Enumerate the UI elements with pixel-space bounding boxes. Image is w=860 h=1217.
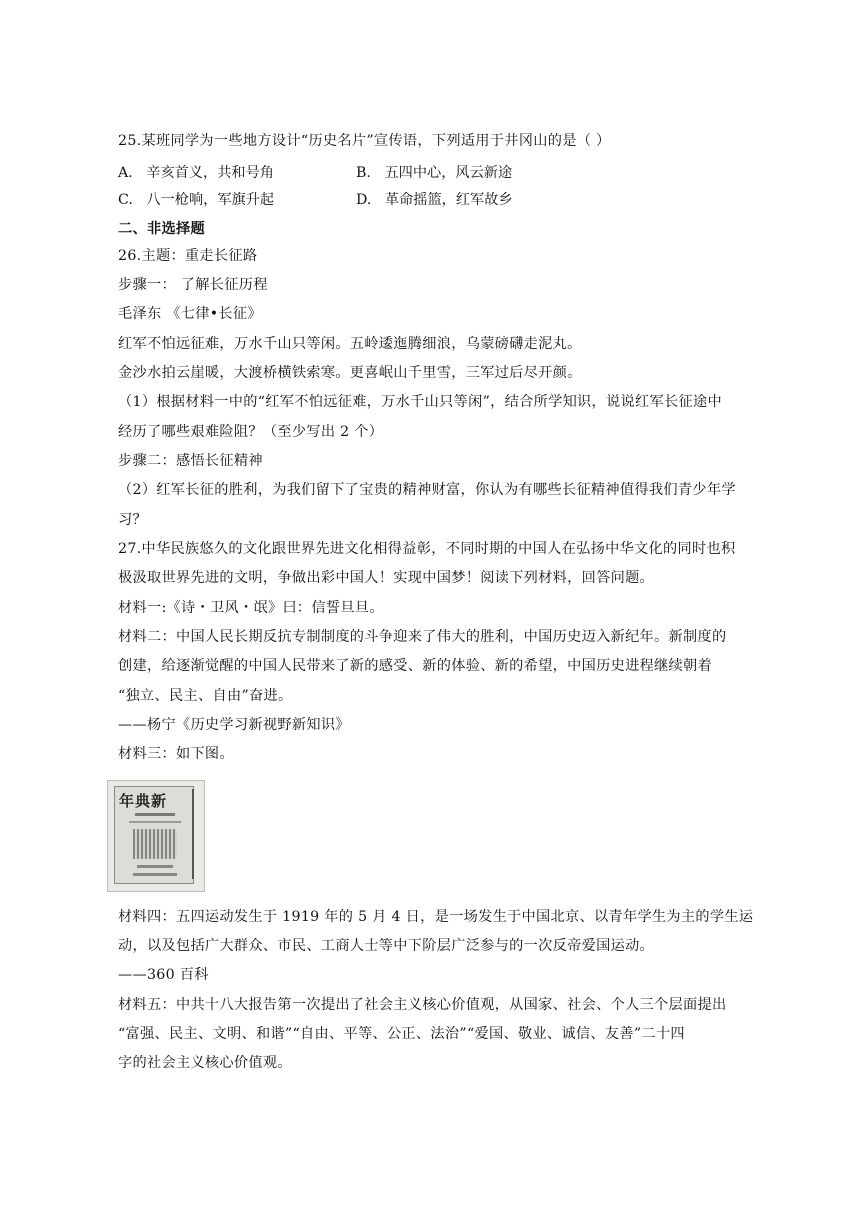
option-text: 辛亥首义，共和号角 [146, 165, 274, 181]
q26-line: 金沙水拍云崖暖，大渡桥横铁索寒。更喜岷山千里雪，三军过后尽开颜。 [118, 365, 582, 381]
q26-line: 经历了哪些艰难险阻？（至少写出 2 个） [118, 424, 384, 440]
q26-line: （2）红军长征的胜利，为我们留下了宝贵的精神财富，你认为有哪些长征精神值得我们青少年学 [118, 482, 736, 498]
option-letter: A. [118, 165, 133, 181]
q27-line: 极汲取世界先进的文明，争做出彩中国人！实现中国梦！阅读下列材料，回答问题。 [118, 570, 655, 586]
q27-line: ——杨宁《历史学习新视野新知识》 [118, 717, 350, 733]
option-text: 五四中心，风云新途 [384, 165, 513, 181]
q27-line: ——360 百科 [118, 967, 209, 983]
option-text: 八一枪响，军旗升起 [146, 192, 275, 208]
q26-line: 红军不怕远征难，万水千山只等闲。五岭逶迤腾细浪，乌蒙磅礴走泥丸。 [118, 336, 582, 352]
q25-option-a [118, 163, 274, 183]
cover-frame [114, 786, 194, 884]
q26-line: （1）根据材料一中的“红军不怕远征难，万水千山只等闲”，结合所学知识，说说红军长征途中 [118, 394, 722, 410]
cover-footer-mark [137, 865, 173, 868]
cover-spine-line [192, 789, 194, 879]
q26-line: 毛泽东 《七律•长征》 [118, 306, 262, 322]
q27-line: “富强、民主、文明、和谐”“自由、平等、公正、法治”“爱国、敬业、诚信、友善”二十四 [118, 1026, 685, 1042]
q27-line: 材料三：如下图。 [118, 746, 234, 762]
q27-line: 字的社会主义核心价值观。 [118, 1055, 292, 1071]
option-letter: D. [356, 192, 372, 208]
q27-line: 创建，给逐渐觉醒的中国人民带来了新的感受、新的体验、新的希望，中国历史进程继续朝着 [118, 658, 712, 674]
q26-line: 步骤一： 了解长征历程 [118, 277, 268, 293]
q25-stem: 25.某班同学为一些地方设计“历史名片”宣传语，下列适用于井冈山的是（ ） [118, 133, 611, 149]
cover-title: 年典新 [119, 792, 168, 810]
q27-line: 材料二：中国人民长期反抗专制制度的斗争迎来了伟大的胜利，中国历史迈入新纪年。新制度的 [118, 629, 727, 645]
section-heading: 二、非选择题 [118, 221, 205, 237]
q25-option-d [356, 190, 513, 210]
cover-subtitle-mark [135, 813, 175, 816]
cover-emblem [133, 829, 177, 859]
q27-line: 材料四：五四运动发生于 1919 年的 5 月 4 日，是一场发生于中国北京、以青年学生为主的学生运 [118, 909, 754, 925]
q26-line: 步骤二：感悟长征精神 [118, 453, 263, 469]
q26-line: 习？ [118, 512, 147, 528]
cover-footer-mark [133, 873, 177, 876]
q27-line: 27.中华民族悠久的文化跟世界先进文化相得益彰，不同时期的中国人在弘扬中华文化的同时也积 [118, 541, 736, 557]
option-text: 革命摇篮，红军故乡 [384, 192, 513, 208]
q26-line: 26.主题：重走长征路 [118, 248, 258, 264]
q27-line: 动，以及包括广大群众、市民、工商人士等中下阶层广泛参与的一次反帝爱国运动。 [118, 938, 655, 954]
cover-subtitle-mark [129, 821, 181, 823]
q25-option-c [118, 190, 274, 210]
q27-line: 材料五：中共十八大报告第一次提出了社会主义核心价值观，从国家、社会、个人三个层面提出 [118, 997, 727, 1013]
q27-line: 材料一:《诗・卫风・氓》曰：信誓旦旦。 [118, 600, 384, 616]
option-letter: C. [118, 192, 133, 208]
magazine-cover-image [107, 780, 205, 892]
q27-line: “独立、民主、自由”奋进。 [118, 688, 293, 704]
option-letter: B. [356, 165, 371, 181]
q25-option-b [356, 163, 512, 183]
